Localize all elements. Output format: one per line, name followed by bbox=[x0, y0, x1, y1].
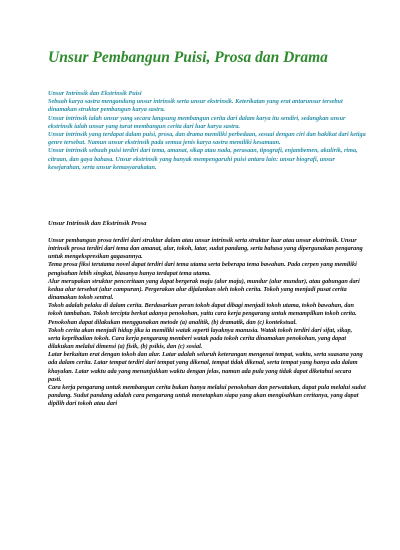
puisi-section bbox=[48, 90, 366, 172]
document-title: Unsur Pembangun Puisi, Prosa dan Drama bbox=[48, 49, 328, 66]
paragraph: Unsur intrinsik yang terdapat dalam puisi, prosa, dan drama memiliki perbedaan, sesuai dengan ciri dan hakikat dari ketiga genre tersebut. Namun unsur ekstrinsik pada semua jenis karya sastra memiliki kesamaan. bbox=[48, 131, 366, 147]
paragraph: Unsur intrinsik sebuah puisi terdiri dari tema, amanat, sikap atau nada, perasaan, tipografi, enjambemen, akulirik, rima, citraan, dan gaya bahasa. Unsur ekstrinsik yang banyak mempengaruhi puisi antara lain: unsur biografi, unsur kesejarahan, serta unsur kemasyarakatan. bbox=[48, 147, 358, 171]
puisi-heading: Unsur Intrinsik dan Ekstrinsik Puisi bbox=[48, 90, 142, 97]
paragraph: Tokoh adalah pelaku di dalam cerita. Berdasarkan peran tokoh dapat dibagi menjadi tokoh utama, tokoh bawahan, dan tokoh tambahan. Tokoh tercipta berkat adanya penokohan, yaitu cara kerja pengarang untuk menampilkan tokoh cerita. Penokohan dapat dilakukan menggunakan metode (a) analitik, (b) dramatik, dan (c) kontekstual. bbox=[48, 302, 357, 326]
prosa-section bbox=[48, 237, 366, 408]
paragraph: Sebuah karya sastra mengandung unsur intrinsik serta unsur ekstrinsik. Keterikatan yang erat antarunsur tersebut dinamakan struktur pembangun karya sastra. bbox=[48, 98, 343, 114]
paragraph: Latar berkaitan erat dengan tokoh dan alur. Latar adalah seluruh keterangan mengenai tempat, waktu, serta suasana yang ada dalam cerita. Latar tempat terdiri dari tempat yang dikenal, tempat tidak dikenal, serta tempat yang hanya ada dalam khayalan. Latar waktu ada yang menunjukkan waktu dengan jelas, namun ada pula yang tidak dapat diketahui secara pasti. bbox=[48, 351, 363, 383]
paragraph: Tema prosa fiksi terutama novel dapat terdiri dari tema utama serta beberapa tema bawahan. Pada cerpen yang memiliki pengisahan lebih singkat, biasanya hanya terdapat tema utama. bbox=[48, 261, 357, 277]
paragraph: Tokoh cerita akan menjadi hidup jika ia memiliki watak seperti layaknya manusia. Watak tokoh terdiri dari sifat, sikap, serta kepribadian tokoh. Cara kerja pengarang memberi watak pada tokoh cerita dinamakan penokohan, yang dapat dilakukan melalui dimensi (a) fisik, (b) psikis, dan (c) sosial. bbox=[48, 326, 353, 351]
paragraph: Cara kerja pengarang untuk membangun cerita bukan hanya melalui penokohan dan perwatakan, dapat pula melalui sudut pandang. Sudut pandang adalah cara pengarang untuk menetapkan siapa yang akan mengisahkan ceritanya, yang dapat dipilih dari tokoh atau dari bbox=[48, 383, 366, 408]
paragraph: Alur merupakan struktur penceritaan yang dapat bergerak maju (alur maju), mundur (alur mundur), atau gabungan dari kedua alur tersebut (alur campuran). Pergerakan alur dijalankan oleh tokoh cerita. Tokoh yang menjadi pusat cerita dinamakan tokoh sentral. bbox=[48, 277, 360, 302]
paragraph: Unsur intrinsik ialah unsur yang secara langsung membangun cerita dari dalam karya itu sendiri, sedangkan unsur ekstrinsik ialah unsur yang turut membangun cerita dari luar karya sastra. bbox=[48, 114, 346, 130]
paragraph: Unsur pembangun prosa terdiri dari struktur dalam atau unsur intrinsik serta struktur luar atau unsur ekstrinsik. Unsur intrinsik prosa terdiri dari tema dan amanat, alur, tokoh, latar, sudut pandang, serta bahasa yang dipergunakan pengarang untuk mengekspresikan gagasannya. bbox=[48, 237, 363, 261]
prosa-heading: Unsur Intrinsik dan Ekstrinsik Prosa bbox=[48, 220, 147, 227]
